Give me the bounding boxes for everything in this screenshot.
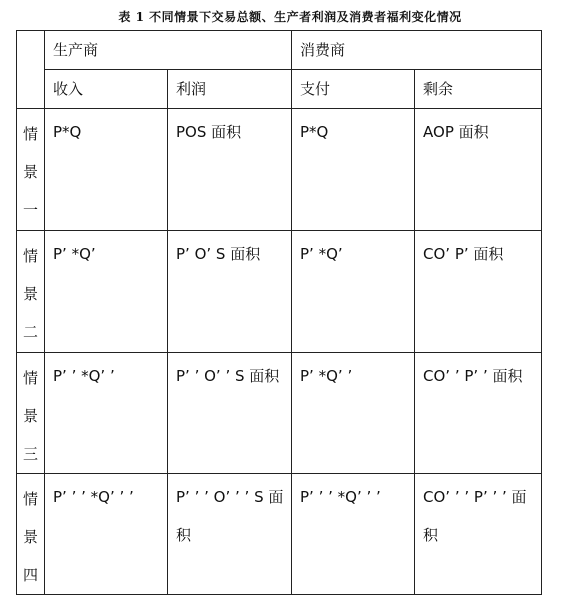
scene-label-1: 情景一	[17, 109, 45, 231]
scene-label-3: 情景三	[17, 353, 45, 474]
table-cell: AOP 面积	[415, 109, 542, 231]
table-cell: CO’ ’ ’ P’ ’ ’ 面积	[415, 474, 542, 595]
column-header-income: 收入	[45, 70, 168, 109]
table-cell: P*Q	[45, 109, 168, 231]
table-caption: 表 1 不同情景下交易总额、生产者利润及消费者福利变化情况	[118, 10, 462, 24]
group-header-row	[17, 31, 542, 70]
table-cell: P’ *Q’ ’	[292, 353, 415, 474]
table-row	[17, 353, 542, 474]
welfare-table	[16, 30, 542, 595]
table-cell: P’ *Q’	[45, 231, 168, 353]
table-cell: P’ O’ S 面积	[168, 231, 292, 353]
table-row	[17, 474, 542, 595]
table-cell: P’ ’ *Q’ ’	[45, 353, 168, 474]
scene-label-4: 情景四	[17, 474, 45, 595]
table-row	[17, 109, 542, 231]
scene-label-2: 情景二	[17, 231, 45, 353]
column-header-payment: 支付	[292, 70, 415, 109]
table-cell: P’ ’ O’ ’ S 面积	[168, 353, 292, 474]
table-cell: P’ ’ ’ *Q’ ’ ’	[45, 474, 168, 595]
table-cell: P’ *Q’	[292, 231, 415, 353]
table-cell: POS 面积	[168, 109, 292, 231]
table-cell: P*Q	[292, 109, 415, 231]
column-header-surplus: 剩余	[415, 70, 542, 109]
table-cell: P’ ’ ’ *Q’ ’ ’	[292, 474, 415, 595]
table-cell: CO’ P’ 面积	[415, 231, 542, 353]
column-header-profit: 利润	[168, 70, 292, 109]
table-cell: CO’ ’ P’ ’ 面积	[415, 353, 542, 474]
column-header-row	[17, 70, 542, 109]
table-cell: P’ ’ ’ O’ ’ ’ S 面积	[168, 474, 292, 595]
producer-header: 生产商	[45, 31, 292, 70]
corner-cell	[17, 31, 45, 109]
table-row	[17, 231, 542, 353]
consumer-header: 消费商	[292, 31, 542, 70]
